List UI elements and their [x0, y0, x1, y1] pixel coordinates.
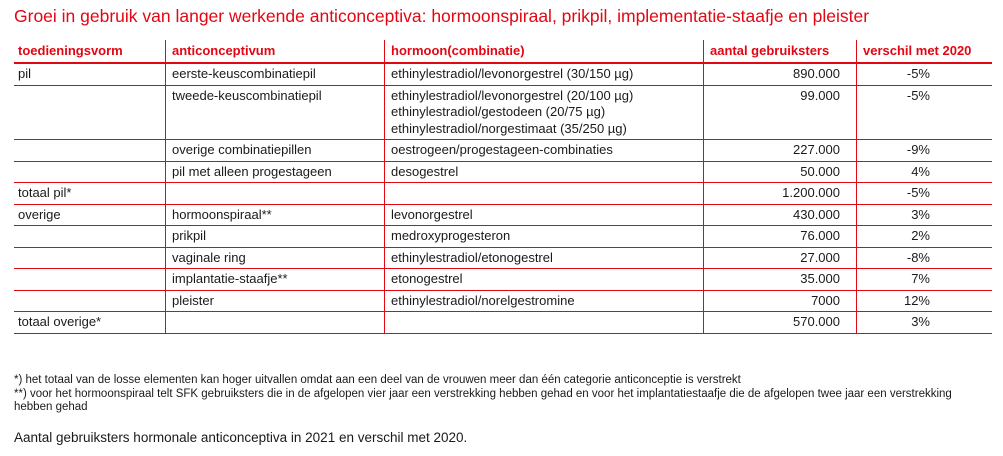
- cell-aantal: 50.000: [704, 161, 857, 183]
- cell-anticonceptivum: implantatie-staafje**: [166, 269, 385, 291]
- header-toedieningsvorm: toedieningsvorm: [14, 40, 166, 63]
- figure-caption: Aantal gebruiksters hormonale anticonceptiva in 2021 en verschil met 2020.: [14, 430, 468, 445]
- hormoon-line: oestrogeen/progestageen-combinaties: [391, 142, 613, 157]
- cell-toedieningsvorm: [14, 247, 166, 269]
- cell-anticonceptivum: hormoonspiraal**: [166, 204, 385, 226]
- table-row: [14, 269, 992, 291]
- cell-toedieningsvorm: [14, 161, 166, 183]
- cell-hormoon: [385, 140, 704, 162]
- table-title: Groei in gebruik van langer werkende anticonceptiva: hormoonspiraal, prikpil, implementatie-staafje en pleister: [14, 6, 870, 26]
- footnote-1: *) het totaal van de losse elementen kan hoger uitvallen omdat aan een deel van de vrouwen meer dan één categorie anticonceptie is verstrekt: [14, 374, 741, 386]
- table-body: [14, 63, 992, 333]
- hormoon-line: levonorgestrel: [391, 206, 473, 222]
- table-row: [14, 63, 992, 85]
- cell-toedieningsvorm: [14, 140, 166, 162]
- cell-anticonceptivum: overige combinatiepillen: [166, 140, 385, 162]
- cell-anticonceptivum: [166, 183, 385, 205]
- contraceptives-table: [14, 40, 992, 334]
- hormoon-line: ethinylestradiol/gestodeen (20/75 µg): [391, 104, 606, 119]
- cell-aantal: 99.000: [704, 85, 857, 140]
- hormoon-line: ethinylestradiol/norelgestromine: [391, 292, 575, 308]
- hormoon-line: ethinylestradiol/etonogestrel: [391, 249, 553, 265]
- table-row: [14, 85, 992, 140]
- table-row: [14, 204, 992, 226]
- cell-toedieningsvorm: totaal overige*: [14, 312, 166, 334]
- cell-aantal: 27.000: [704, 247, 857, 269]
- cell-anticonceptivum: [166, 312, 385, 334]
- cell-hormoon: [385, 312, 704, 334]
- cell-hormoon: [385, 290, 704, 312]
- cell-hormoon: [385, 183, 704, 205]
- cell-aantal: 7000: [704, 290, 857, 312]
- cell-toedieningsvorm: [14, 226, 166, 248]
- cell-hormoon: [385, 63, 704, 85]
- cell-verschil: 4%: [857, 161, 993, 183]
- table-row: [14, 226, 992, 248]
- cell-hormoon: [385, 269, 704, 291]
- header-hormoon: hormoon(combinatie): [385, 40, 704, 63]
- hormoon-line: etonogestrel: [391, 271, 463, 286]
- cell-hormoon: [385, 247, 704, 269]
- cell-verschil: 2%: [857, 226, 993, 248]
- cell-toedieningsvorm: totaal pil*: [14, 183, 166, 205]
- hormoon-line: medroxyprogesteron: [391, 228, 511, 243]
- table-row: [14, 247, 992, 269]
- cell-toedieningsvorm: [14, 85, 166, 140]
- cell-anticonceptivum: vaginale ring: [166, 247, 385, 269]
- table-row: [14, 312, 992, 334]
- table-row: [14, 140, 992, 162]
- cell-verschil: 7%: [857, 269, 993, 291]
- cell-verschil: -8%: [857, 247, 993, 269]
- cell-toedieningsvorm: overige: [14, 204, 166, 226]
- cell-anticonceptivum: pil met alleen progestageen: [166, 161, 385, 183]
- hormoon-line: ethinylestradiol/norgestimaat (35/250 µg): [391, 120, 627, 136]
- cell-verschil: 12%: [857, 290, 993, 312]
- hormoon-line: ethinylestradiol/levonorgestrel (30/150 µg): [391, 66, 634, 81]
- cell-aantal: 76.000: [704, 226, 857, 248]
- table-header-row: [14, 40, 992, 63]
- cell-anticonceptivum: eerste-keuscombinatiepil: [166, 63, 385, 85]
- cell-verschil: -5%: [857, 63, 993, 85]
- cell-hormoon: [385, 85, 704, 140]
- cell-aantal: 35.000: [704, 269, 857, 291]
- cell-aantal: 430.000: [704, 204, 857, 226]
- cell-toedieningsvorm: [14, 290, 166, 312]
- cell-verschil: 3%: [857, 204, 993, 226]
- cell-aantal: 890.000: [704, 63, 857, 85]
- cell-hormoon: [385, 226, 704, 248]
- cell-aantal: 227.000: [704, 140, 857, 162]
- header-anticonceptivum: anticonceptivum: [166, 40, 385, 63]
- cell-anticonceptivum: pleister: [166, 290, 385, 312]
- cell-hormoon: [385, 204, 704, 226]
- cell-anticonceptivum: tweede-keuscombinatiepil: [166, 85, 385, 140]
- cell-anticonceptivum: prikpil: [166, 226, 385, 248]
- table-row: [14, 290, 992, 312]
- header-aantal: aantal gebruiksters: [704, 40, 857, 63]
- cell-verschil: -5%: [857, 85, 993, 140]
- cell-verschil: -9%: [857, 140, 993, 162]
- table-row: [14, 161, 992, 183]
- cell-aantal: 1.200.000: [704, 183, 857, 205]
- cell-toedieningsvorm: [14, 269, 166, 291]
- cell-aantal: 570.000: [704, 312, 857, 334]
- cell-verschil: 3%: [857, 312, 993, 334]
- footnotes: [14, 374, 989, 415]
- cell-toedieningsvorm: pil: [14, 63, 166, 85]
- footnote-2: **) voor het hormoonspiraal telt SFK gebruiksters die in de afgelopen vier jaar een verstrekking hebben gehad en voor het implantatiestaafje die de afgelopen twee jaar een verstrekking hebben gehad: [14, 387, 952, 413]
- hormoon-line: ethinylestradiol/levonorgestrel (20/100 µg): [391, 87, 634, 103]
- table-row: [14, 183, 992, 205]
- cell-hormoon: [385, 161, 704, 183]
- header-verschil: verschil met 2020: [857, 40, 993, 63]
- hormoon-line: desogestrel: [391, 163, 459, 179]
- cell-verschil: -5%: [857, 183, 993, 205]
